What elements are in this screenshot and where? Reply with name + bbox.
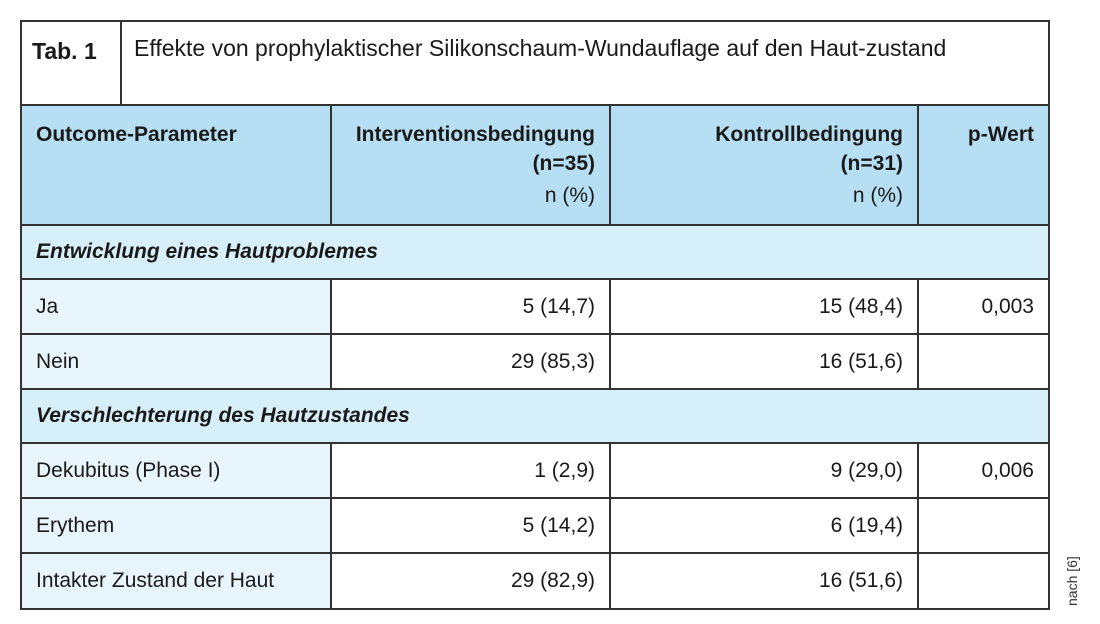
table-caption: Effekte von prophylaktischer Silikonschaum-Wundauflage auf den Haut-zustand [134, 35, 947, 61]
section-row [22, 225, 1048, 279]
control-value: 15 (48,4) [610, 279, 918, 334]
table-row [22, 553, 1048, 608]
p-value: 0,006 [918, 443, 1048, 498]
intervention-value: 29 (85,3) [331, 334, 610, 389]
table-row [22, 443, 1048, 498]
section-row [22, 389, 1048, 443]
header-control-n: (n=31) [840, 152, 903, 175]
header-p-value [918, 106, 1048, 225]
row-label: Ja [22, 279, 331, 334]
header-control [610, 106, 918, 225]
row-label: Intakter Zustand der Haut [22, 553, 331, 608]
control-value: 9 (29,0) [610, 443, 918, 498]
control-value: 6 (19,4) [610, 498, 918, 553]
header-intervention [331, 106, 610, 225]
intervention-value: 29 (82,9) [331, 553, 610, 608]
table-number: Tab. 1 [22, 22, 122, 104]
header-outcome [22, 106, 331, 225]
header-row [22, 106, 1048, 225]
results-table [22, 106, 1048, 608]
intervention-value: 5 (14,2) [331, 498, 610, 553]
row-label: Nein [22, 334, 331, 389]
p-value: 0,003 [918, 279, 1048, 334]
section-title: Verschlechterung des Hautzustandes [22, 389, 1048, 443]
data-table [20, 20, 1050, 610]
header-control-unit: n (%) [852, 184, 903, 207]
header-outcome-label: Outcome-Parameter [36, 123, 237, 146]
section-title: Entwicklung eines Hautproblemes [22, 225, 1048, 279]
row-label: Dekubitus (Phase I) [22, 443, 331, 498]
p-value [918, 498, 1048, 553]
header-intervention-label: Interventionsbedingung [355, 123, 595, 146]
source-note: nach [6] [1064, 556, 1080, 606]
header-intervention-n: (n=35) [532, 152, 595, 175]
p-value [918, 334, 1048, 389]
table-row [22, 334, 1048, 389]
row-label: Erythem [22, 498, 331, 553]
table-title-bar [22, 22, 1048, 106]
p-value [918, 553, 1048, 608]
control-value: 16 (51,6) [610, 334, 918, 389]
table-row [22, 498, 1048, 553]
header-p-value-label: p-Wert [967, 123, 1034, 146]
header-intervention-unit: n (%) [544, 184, 595, 207]
header-control-label: Kontrollbedingung [715, 123, 903, 146]
table-row [22, 279, 1048, 334]
intervention-value: 1 (2,9) [331, 443, 610, 498]
intervention-value: 5 (14,7) [331, 279, 610, 334]
control-value: 16 (51,6) [610, 553, 918, 608]
